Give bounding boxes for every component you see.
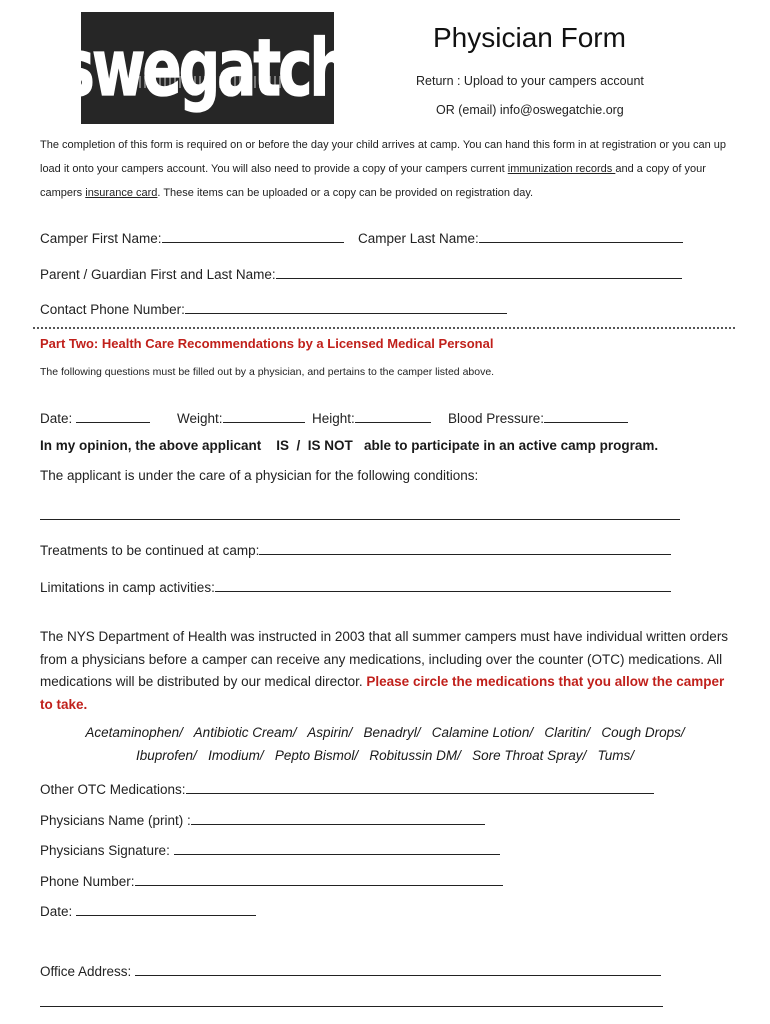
office-address-label: Office Address:: [40, 964, 132, 979]
physician-name-line[interactable]: [191, 810, 485, 825]
parent-name-label: Parent / Guardian First and Last Name:: [40, 267, 276, 282]
physician-date-line[interactable]: [76, 901, 256, 916]
nys-paragraph: [40, 626, 740, 716]
insurance-card-link[interactable]: insurance card: [85, 187, 158, 199]
exam-date-field[interactable]: [40, 408, 150, 426]
other-otc-field[interactable]: [40, 779, 654, 797]
intro-text-3: . These items can be uploaded or a copy can be provided on registration day.: [157, 187, 534, 199]
immunization-records-link[interactable]: immunization records: [507, 163, 616, 175]
physician-phone-field[interactable]: [40, 871, 503, 889]
contact-phone-field[interactable]: [40, 299, 507, 317]
blood-pressure-line[interactable]: [544, 408, 628, 423]
camper-last-name-label: Camper Last Name:: [358, 231, 479, 246]
camper-last-name-line[interactable]: [479, 228, 683, 243]
camper-first-name-field[interactable]: [40, 228, 344, 246]
blood-pressure-field[interactable]: [448, 408, 628, 426]
weight-line[interactable]: [223, 408, 305, 423]
contact-phone-label: Contact Phone Number:: [40, 302, 185, 317]
office-address-line-2[interactable]: [40, 1005, 663, 1007]
physician-date-label: Date:: [40, 904, 73, 919]
physician-signature-line[interactable]: [174, 840, 500, 855]
opinion-statement[interactable]: In my opinion, the above applicant IS / IS NOT able to participate in an active camp program.: [40, 438, 659, 453]
exam-date-label: Date:: [40, 411, 73, 426]
treatments-line[interactable]: [259, 540, 671, 555]
limitations-line[interactable]: [215, 577, 671, 592]
physician-phone-label: Phone Number:: [40, 874, 135, 889]
limitations-label: Limitations in camp activities:: [40, 580, 215, 595]
return-instructions: Return : Upload to your campers account: [416, 74, 644, 88]
physician-name-label: Physicians Name (print) :: [40, 813, 191, 828]
logo-text: Oswegatchie: [13, 22, 402, 114]
oswegatchie-logo: [13, 12, 402, 124]
medications-line-1[interactable]: Acetaminophen/ Antibiotic Cream/ Aspirin/ Benadryl/ Calamine Lotion/ Claritin/ Cough Drops/: [85, 725, 685, 740]
weight-label: Weight:: [177, 411, 223, 426]
contact-phone-line[interactable]: [185, 299, 507, 314]
camper-first-name-label: Camper First Name:: [40, 231, 162, 246]
blood-pressure-label: Blood Pressure:: [448, 411, 545, 426]
treatments-field[interactable]: [40, 540, 671, 558]
treatments-label: Treatments to be continued at camp:: [40, 543, 260, 558]
intro-text-1: The completion of this form is required on or before the day your child arrives at camp. You can hand this form in at registration or you can up load it onto your campers account. You will also need to provide a copy of your campers current: [40, 139, 727, 175]
camper-last-name-field[interactable]: [358, 228, 683, 246]
other-otc-line[interactable]: [186, 779, 654, 794]
medications-line-2[interactable]: Ibuprofen/ Imodium/ Pepto Bismol/ Robitussin DM/ Sore Throat Spray/ Tums/: [136, 748, 634, 763]
part-two-heading: Part Two: Health Care Recommendations by a Licensed Medical Personal: [40, 336, 494, 351]
office-address-line[interactable]: [135, 961, 661, 976]
conditions-line[interactable]: [40, 518, 680, 520]
intro-paragraph: [40, 133, 740, 205]
parent-name-field[interactable]: [40, 264, 682, 282]
email-instructions: OR (email) info@oswegatchie.org: [436, 103, 624, 117]
camper-first-name-line[interactable]: [162, 228, 344, 243]
parent-name-line[interactable]: [276, 264, 682, 279]
dotted-divider: [33, 327, 735, 329]
other-otc-label: Other OTC Medications:: [40, 782, 186, 797]
physician-date-field[interactable]: [40, 901, 256, 919]
intro-text-2: and a copy of your campers: [40, 163, 706, 199]
limitations-field[interactable]: [40, 577, 671, 595]
nys-text: The NYS Department of Health was instructed in 2003 that all summer campers must have individual written orders from a physicians before a camper can receive any medications, including over the counter (OTC) medications. All medications will be distributed by our medical director.: [40, 629, 729, 689]
height-label: Height:: [312, 411, 355, 426]
weight-field[interactable]: [177, 408, 305, 426]
conditions-label: The applicant is under the care of a physician for the following conditions:: [40, 468, 479, 483]
physician-name-field[interactable]: [40, 810, 485, 828]
height-field[interactable]: [312, 408, 431, 426]
physician-phone-line[interactable]: [135, 871, 503, 886]
exam-date-line[interactable]: [76, 408, 150, 423]
nys-highlight: Please circle the medications that you allow the camper to take.: [40, 674, 725, 712]
part-two-instructions: The following questions must be filled out by a physician, and pertains to the camper listed above.: [40, 366, 495, 378]
height-line[interactable]: [355, 408, 431, 423]
physician-signature-label: Physicians Signature:: [40, 843, 170, 858]
page-title: Physician Form: [433, 22, 626, 53]
office-address-field[interactable]: [40, 961, 661, 979]
physician-signature-field[interactable]: [40, 840, 500, 858]
